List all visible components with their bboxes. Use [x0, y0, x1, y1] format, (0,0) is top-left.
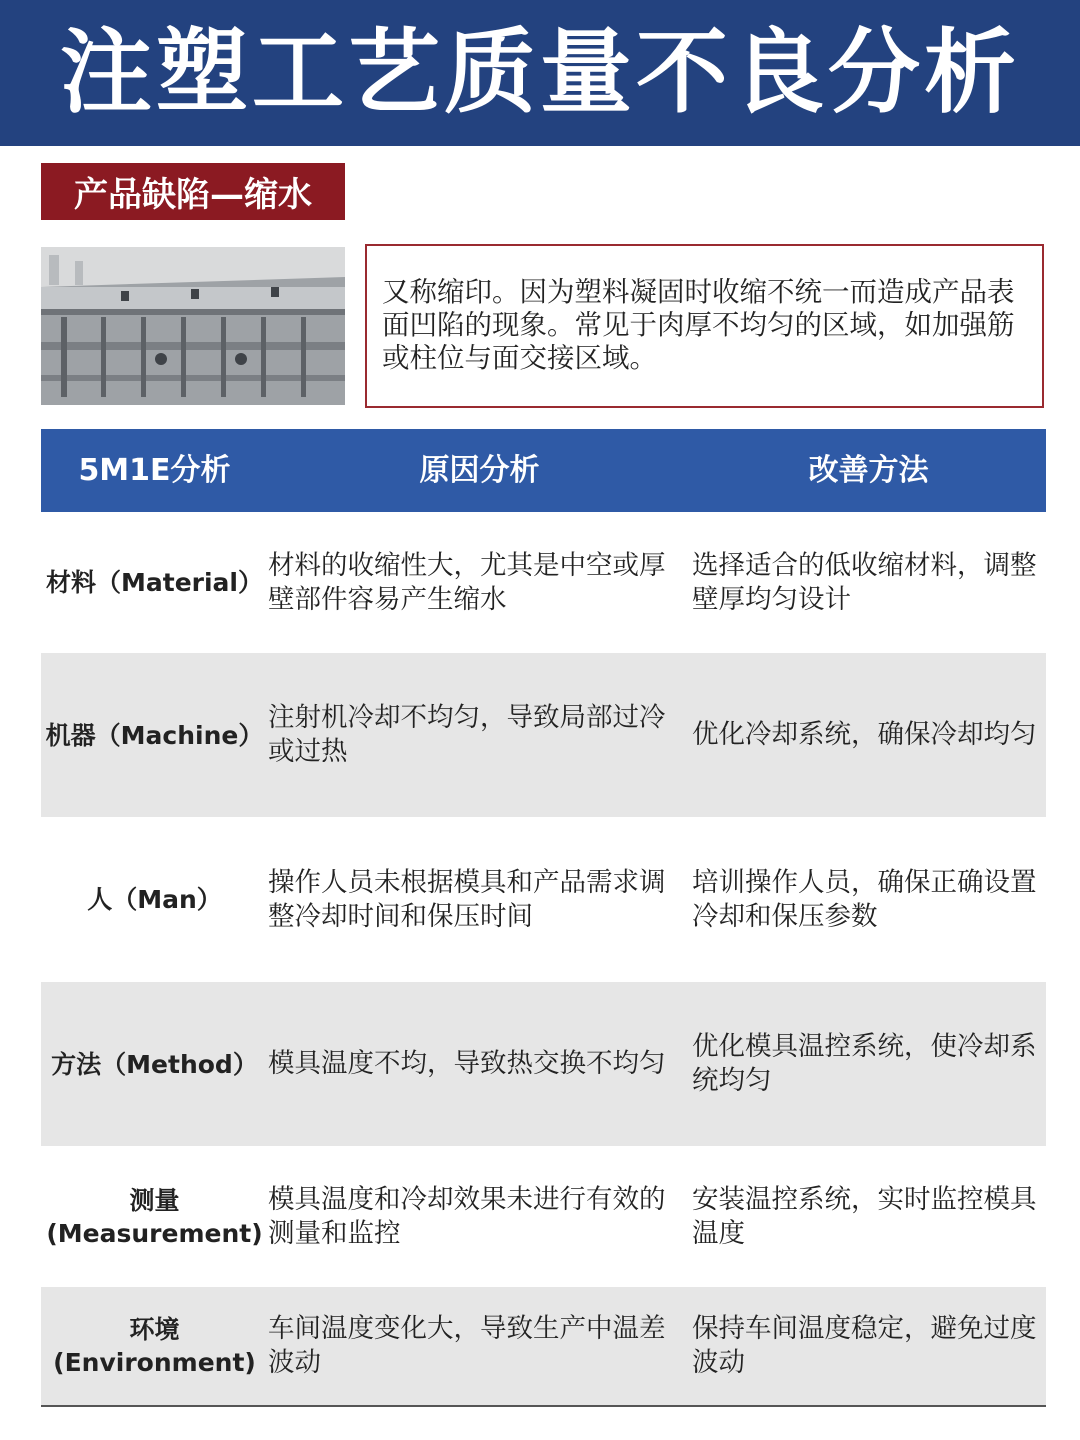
injection-molded-part-image	[41, 247, 345, 405]
row-category: 机器（Machine）	[45, 720, 264, 750]
row-cause: 车间温度变化大，导致生产中温差波动	[268, 1313, 666, 1378]
column-header-5m1e: 5M1E分析	[78, 453, 231, 488]
defect-description: 又称缩印。因为塑料凝固时收缩不统一而造成产品表面凹陷的现象。常见于肉厚不均匀的区域，如加强筋或柱位与面交接区域。	[382, 276, 1015, 374]
row-category: 方法（Method）	[51, 1049, 258, 1079]
table-header	[41, 429, 1046, 512]
row-category: 环境 (Environment)	[53, 1315, 256, 1377]
column-header-improvement: 改善方法	[808, 453, 929, 488]
product-photo	[41, 247, 345, 405]
row-cause: 操作人员未根据模具和产品需求调整冷却时间和保压时间	[268, 866, 666, 932]
table-row-method	[41, 982, 1046, 1146]
page-header	[0, 0, 1080, 146]
row-cause: 注射机冷却不均匀，导致局部过冷或过热	[268, 702, 666, 767]
row-category: 测量 (Measurement)	[46, 1185, 263, 1248]
defect-tag: 产品缺陷—缩水	[41, 163, 345, 220]
column-header-cause: 原因分析	[419, 453, 540, 488]
row-improvement: 培训操作人员，确保正确设置冷却和保压参数	[692, 866, 1037, 932]
row-improvement: 选择适合的低收缩材料，调整壁厚均匀设计	[692, 549, 1037, 615]
table-row-material	[41, 512, 1046, 653]
table-row-measurement	[41, 1146, 1046, 1287]
row-improvement: 优化模具温控系统，使冷却系统均匀	[692, 1031, 1037, 1096]
row-improvement: 安装温控系统，实时监控模具温度	[692, 1183, 1037, 1249]
row-cause: 模具温度和冷却效果未进行有效的测量和监控	[268, 1183, 666, 1249]
row-cause: 模具温度不均，导致热交换不均匀	[268, 1048, 666, 1079]
table-row-environment	[41, 1287, 1046, 1405]
table-row-man	[41, 817, 1046, 982]
row-category: 人（Man）	[87, 885, 222, 914]
page-title: 注塑工艺质量不良分析	[59, 19, 1020, 126]
table-row-machine	[41, 653, 1046, 817]
defect-description-box	[365, 244, 1044, 408]
row-cause: 材料的收缩性大，尤其是中空或厚壁部件容易产生缩水	[268, 549, 666, 615]
row-category: 材料（Material）	[46, 568, 263, 597]
table-bottom-rule	[41, 1405, 1046, 1407]
row-improvement: 优化冷却系统，确保冷却均匀	[692, 719, 1037, 750]
row-improvement: 保持车间温度稳定，避免过度波动	[692, 1313, 1037, 1378]
